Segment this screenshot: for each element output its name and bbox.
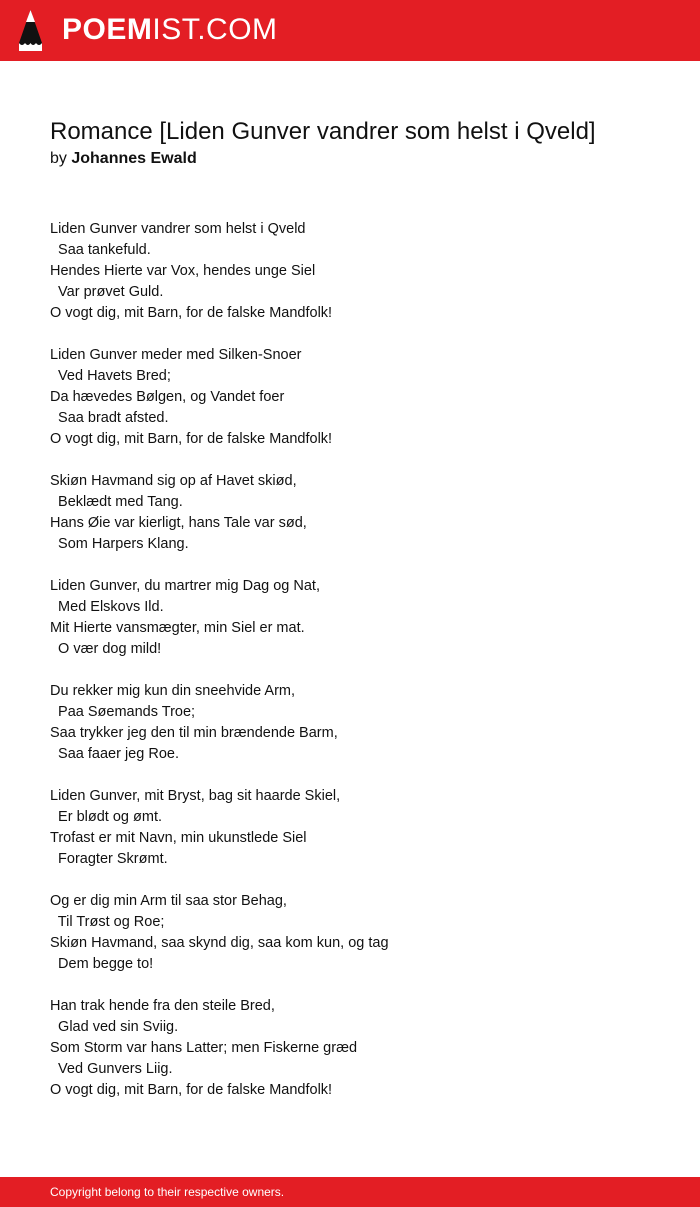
- poem-stanza: [50, 681, 650, 765]
- copyright-text: Copyright belong to their respective owners.: [50, 1185, 285, 1199]
- poem-line: Skiøn Havmand, saa skynd dig, saa kom kun, og tag: [50, 935, 389, 951]
- poem-stanza: [50, 345, 650, 450]
- poem-line: Liden Gunver meder med Silken-Snoer: [50, 347, 302, 363]
- poem-line: Ved Gunvers Liig.: [50, 1061, 173, 1077]
- poem-line: Mit Hierte vansmægter, min Siel er mat.: [50, 620, 305, 636]
- pencil-tip-icon[interactable]: [18, 10, 43, 51]
- brand-bold: POEM: [62, 13, 153, 46]
- poem-line: Liden Gunver vandrer som helst i Qveld: [50, 221, 306, 237]
- brand-light: IST.COM: [152, 13, 278, 46]
- poem-stanza: [50, 576, 650, 660]
- poem-line: Var prøvet Guld.: [50, 284, 164, 300]
- by-prefix: by: [50, 150, 67, 167]
- poem-body: [50, 219, 650, 1122]
- poem-line: Du rekker mig kun din sneehvide Arm,: [50, 683, 295, 699]
- poem-line: Hendes Hierte var Vox, hendes unge Siel: [50, 263, 316, 279]
- poem-line: Dem begge to!: [50, 956, 154, 972]
- poem-line: Trofast er mit Navn, min ukunstlede Siel: [50, 830, 307, 846]
- poem-line: Ved Havets Bred;: [50, 368, 171, 384]
- site-header: [0, 0, 700, 61]
- poem-line: Foragter Skrømt.: [50, 851, 168, 867]
- poem-line: O vær dog mild!: [50, 641, 162, 657]
- poem-title: Romance [Liden Gunver vandrer som helst i Qveld]: [50, 118, 596, 145]
- poem-line: Beklædt med Tang.: [50, 494, 183, 510]
- site-footer: [0, 1177, 700, 1207]
- poem-line: Paa Søemands Troe;: [50, 704, 196, 720]
- poem-line: O vogt dig, mit Barn, for de falske Mandfolk!: [50, 305, 333, 321]
- poem-line: Med Elskovs Ild.: [50, 599, 164, 615]
- poem-line: O vogt dig, mit Barn, for de falske Mandfolk!: [50, 431, 333, 447]
- byline: [50, 148, 197, 170]
- site-logo[interactable]: [62, 13, 278, 47]
- poem-line: Liden Gunver, mit Bryst, bag sit haarde Skiel,: [50, 788, 341, 804]
- poem-line: Glad ved sin Sviig.: [50, 1019, 179, 1035]
- poem-line: Saa tankefuld.: [50, 242, 151, 258]
- poem-line: Liden Gunver, du martrer mig Dag og Nat,: [50, 578, 320, 594]
- poem-line: Saa bradt afsted.: [50, 410, 169, 426]
- poem-line: Saa faaer jeg Roe.: [50, 746, 179, 762]
- poem-line: Saa trykker jeg den til min brændende Barm,: [50, 725, 338, 741]
- poem-line: Som Harpers Klang.: [50, 536, 189, 552]
- poem-line: O vogt dig, mit Barn, for de falske Mandfolk!: [50, 1082, 333, 1098]
- poem-stanza: [50, 471, 650, 555]
- poem-line: Han trak hende fra den steile Bred,: [50, 998, 275, 1014]
- author-name: Johannes Ewald: [71, 150, 197, 167]
- poem-line: Er blødt og ømt.: [50, 809, 162, 825]
- poem-line: Til Trøst og Roe;: [50, 914, 165, 930]
- poem-line: Som Storm var hans Latter; men Fiskerne græd: [50, 1040, 358, 1056]
- poem-line: Da hævedes Bølgen, og Vandet foer: [50, 389, 285, 405]
- poem-stanza: [50, 891, 650, 975]
- poem-line: Og er dig min Arm til saa stor Behag,: [50, 893, 287, 909]
- poem-line: Hans Øie var kierligt, hans Tale var sød,: [50, 515, 307, 531]
- poem-stanza: [50, 996, 650, 1101]
- poem-stanza: [50, 219, 650, 324]
- poem-line: Skiøn Havmand sig op af Havet skiød,: [50, 473, 297, 489]
- poem-stanza: [50, 786, 650, 870]
